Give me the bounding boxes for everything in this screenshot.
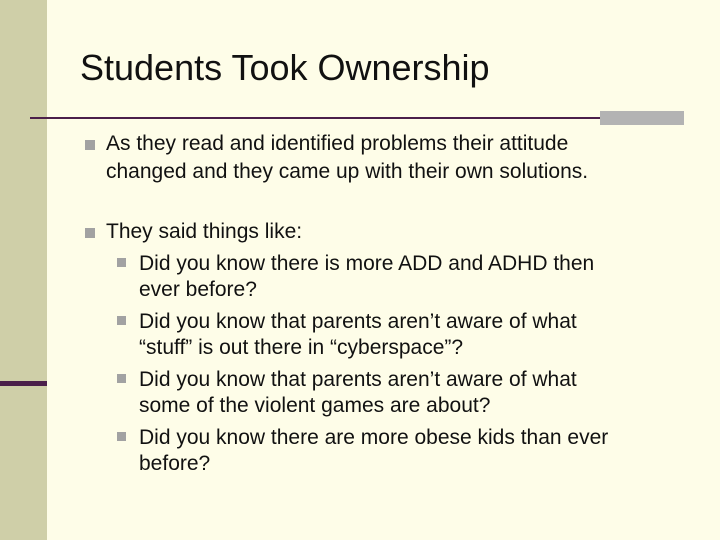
title-divider-line	[30, 117, 600, 119]
sub-bullet-square-icon	[117, 432, 126, 441]
sub-bullet-square-icon	[117, 374, 126, 383]
bullet-square-icon	[85, 140, 95, 150]
bullet-1-line-2: changed and they came up with their own solutions.	[106, 160, 589, 183]
title-divider-block	[600, 111, 684, 125]
bullet-2-line-1: They said things like:	[106, 220, 303, 243]
sub-bullet-1-line-1: Did you know there is more ADD and ADHD then	[139, 252, 595, 275]
sub-bullet-square-icon	[117, 316, 126, 325]
sub-bullet-4-line-1: Did you know there are more obese kids than ever	[139, 426, 609, 449]
bullet-square-icon	[85, 228, 95, 238]
left-decorative-band	[0, 0, 47, 540]
sub-bullet-3-line-2: some of the violent games are about?	[139, 394, 491, 417]
sub-bullet-1-line-2: ever before?	[139, 278, 257, 301]
left-accent-bar	[0, 381, 47, 386]
sub-bullet-square-icon	[117, 258, 126, 267]
sub-bullet-4-line-2: before?	[139, 452, 211, 475]
sub-bullet-3-line-1: Did you know that parents aren’t aware of what	[139, 368, 577, 391]
sub-bullet-2-line-1: Did you know that parents aren’t aware of what	[139, 310, 577, 333]
sub-bullet-2-line-2: “stuff” is out there in “cyberspace”?	[139, 336, 464, 359]
bullet-1-line-1: As they read and identified problems their attitude	[106, 132, 569, 155]
slide-title: Students Took Ownership	[80, 47, 490, 88]
